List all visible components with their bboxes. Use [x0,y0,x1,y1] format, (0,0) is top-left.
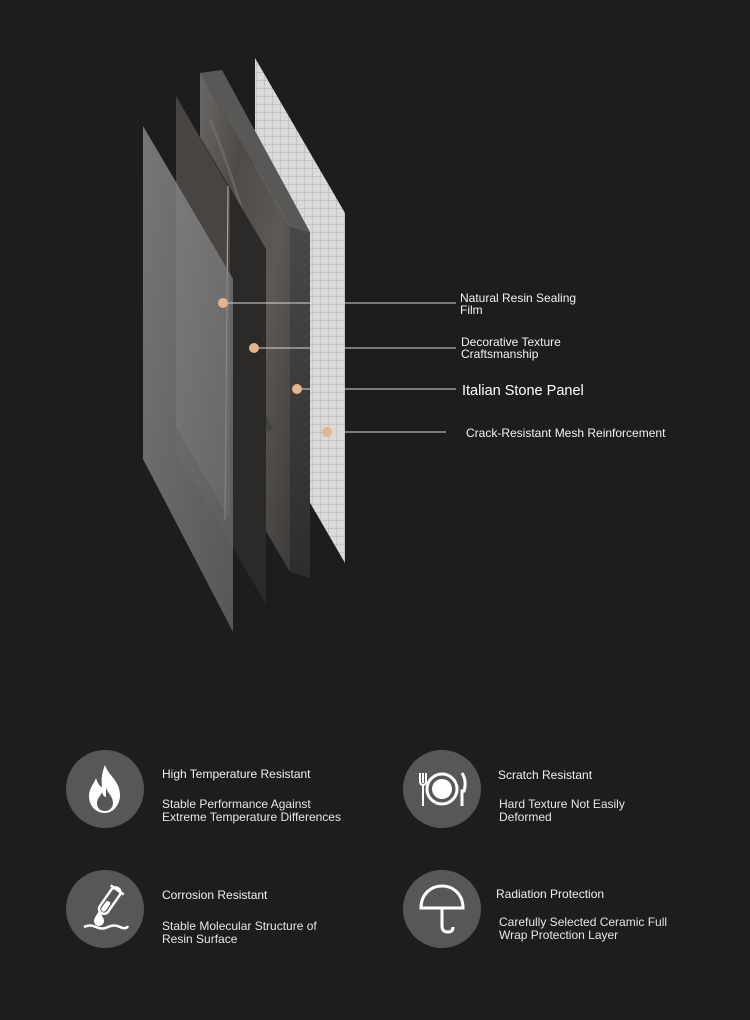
feature-title: Scratch Resistant [498,768,593,782]
label-stone-panel: Italian Stone Panel [462,383,584,399]
umbrella-icon [403,870,481,948]
feature-description: Carefully Selected Ceramic Full Wrap Protection Layer [499,915,668,942]
label-decorative: Decorative Texture Craftsmanship [461,335,561,361]
flame-icon [66,750,144,828]
feature-high-temperature [66,750,356,840]
label-mesh: Crack-Resistant Mesh Reinforcement [466,426,666,440]
callout-dot-resin [218,298,228,308]
feature-scratch-resistant [403,750,703,840]
feature-description: Hard Texture Not Easily Deformed [499,797,625,824]
feature-radiation-protection [403,870,703,960]
label-resin-film: Natural Resin Sealing Film [460,291,577,317]
callout-dot-mesh [322,427,332,437]
feature-title: High Temperature Resistant [162,767,311,781]
plate-cutlery-icon [403,750,481,828]
callout-dot-decorative [249,343,259,353]
feature-description: Stable Performance Against Extreme Temperature Differences [162,797,341,824]
feature-title: Radiation Protection [496,887,605,901]
feature-corrosion-resistant [66,870,356,960]
feature-title: Corrosion Resistant [162,888,268,902]
feature-description: Stable Molecular Structure of Resin Surface [162,919,317,946]
test-tube-icon [66,870,144,948]
callout-dot-stone [292,384,302,394]
